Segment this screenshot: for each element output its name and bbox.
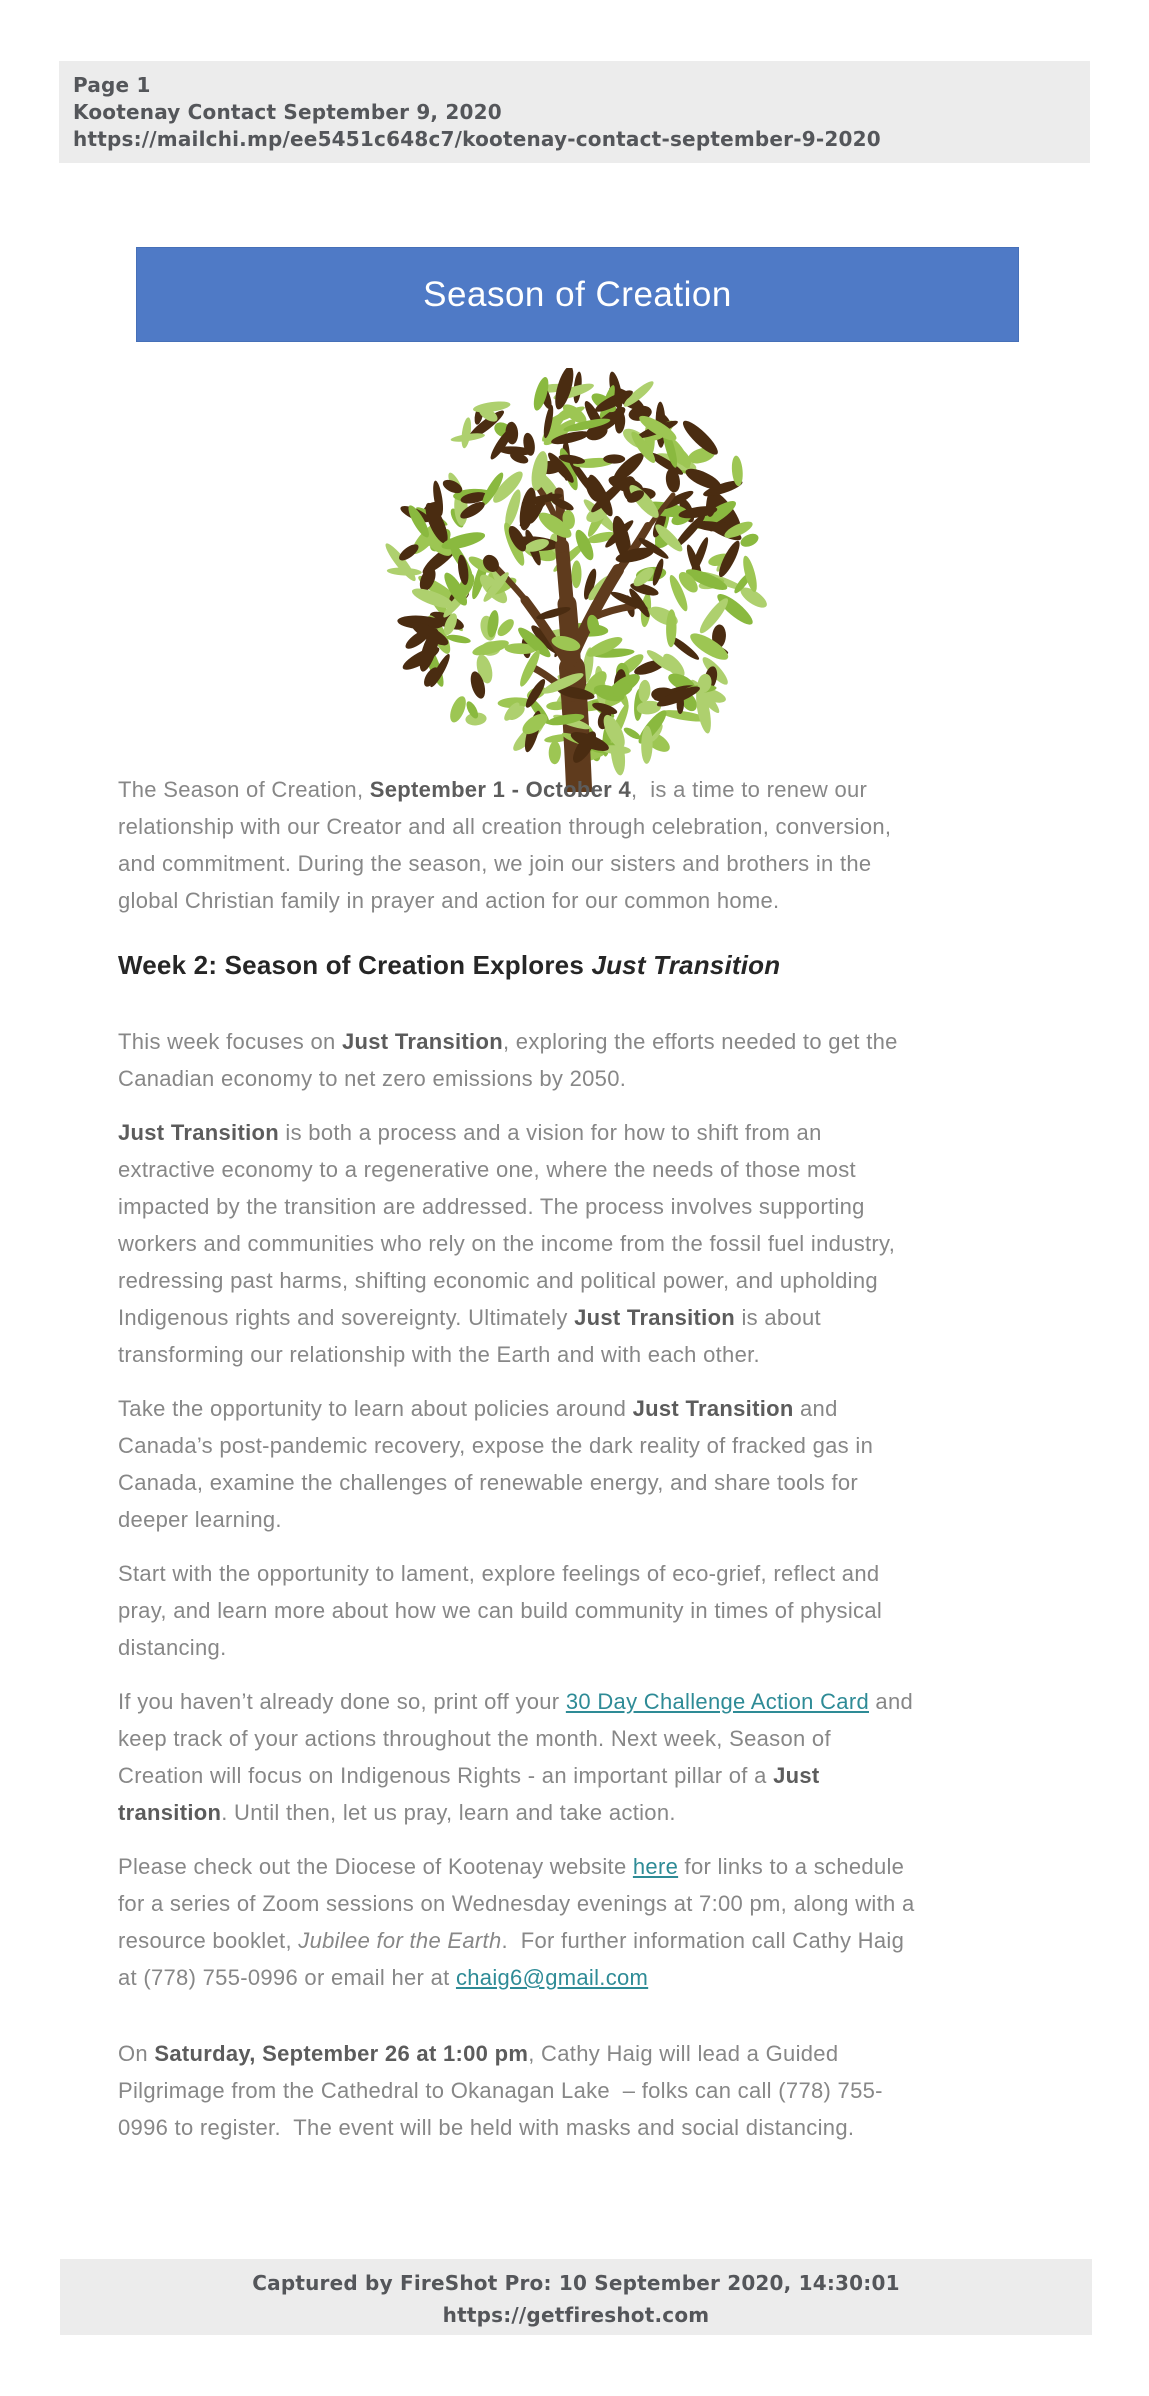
text-run: . Until then, let us pray, learn and take action. [221,1800,676,1825]
text-line [118,1683,1078,1720]
text-run: at (778) 755-0996 or email her at [118,1965,456,1990]
text-line [118,1336,1078,1373]
text-run: If you haven’t already done so, print off your [118,1689,566,1714]
text-run: Please check out the Diocese of Kootenay website [118,1854,633,1879]
text-line [118,1720,1078,1757]
capture-title: Kootenay Contact September 9, 2020 [73,100,502,124]
footer-capture-info: Captured by FireShot Pro: 10 September 2020, 14:30:01 [252,2271,900,2295]
text-line [118,1225,1078,1262]
text-line [118,2035,1078,2072]
text-run: is both a process and a vision for how to shift from an [278,1120,822,1145]
capture-source-url: https://mailchi.mp/ee5451c648c7/kootenay-contact-september-9-2020 [73,127,881,151]
paragraph [118,1114,1078,1373]
text-line [118,2109,1078,2146]
text-run: On [118,2041,155,2066]
text-line [118,1555,1078,1592]
capture-page-number: Page 1 [73,73,151,97]
text-line [118,1188,1078,1225]
paragraph [118,1390,1078,1538]
leaf-shape [446,633,471,645]
season-of-creation-banner [136,247,1019,342]
text-line [118,1114,1078,1151]
leaf-shape [603,454,625,463]
text-run: Just Transition [632,1396,794,1421]
text-run: Just Transition [591,950,781,980]
text-run: The Season of Creation, [118,777,370,802]
text-run: Just Transition [118,1120,279,1145]
text-run: Start with the opportunity to lament, explore feelings of eco-grief, reflect and [118,1561,880,1586]
text-line [118,1501,1078,1538]
text-line [118,1592,1078,1629]
text-run: Canadian economy to net zero emissions by 2050. [118,1066,627,1091]
capture-footer-bar [60,2259,1092,2335]
text-run: is about [735,1305,821,1330]
text-run: relationship with our Creator and all creation through celebration, conversion, [118,814,892,839]
leaf-shape [387,567,422,577]
text-run: keep track of your actions throughout the month. Next week, Season of [118,1726,831,1751]
text-line [118,1885,1078,1922]
capture-header-bar [59,61,1090,163]
paragraph [118,1683,1078,1831]
text-run: Indigenous rights and sovereignty. Ultimately [118,1305,575,1330]
paragraph [118,771,1078,919]
text-run: . For further information call Cathy Haig [501,1928,905,1953]
paragraph [118,2035,1078,2146]
text-line [118,1959,1078,1996]
text-line [118,882,1078,919]
text-run: deeper learning. [118,1507,282,1532]
text-run: workers and communities who rely on the income from the fossil fuel industry, [118,1231,896,1256]
text-line [118,1629,1078,1666]
tree-trunk-branch [562,546,567,606]
text-run: resource booklet, [118,1928,299,1953]
text-line [118,1390,1078,1427]
text-line [118,1023,1078,1060]
email-link[interactable]: chaig6@gmail.com [455,1965,649,1990]
text-line [118,1794,1078,1831]
text-run: , Cathy Haig will lead a Guided [528,2041,839,2066]
text-line [118,1848,1078,1885]
text-run: impacted by the transition are addressed. The process involves supporting [118,1194,865,1219]
text-line [118,1151,1078,1188]
text-run: Just Transition [574,1305,736,1330]
text-run: Jubilee for the Earth [298,1928,502,1953]
text-run: distancing. [118,1635,227,1660]
text-line [118,947,1078,984]
text-run: transition [118,1800,222,1825]
text-run: extractive economy to a regenerative one, where the needs of those most [118,1157,856,1182]
text-run: Just Transition [341,1029,503,1054]
text-run: Week 2: Season of Creation Explores [118,950,592,980]
text-run: This week focuses on [118,1029,342,1054]
text-run: redressing past harms, shifting economic and political power, and upholding [118,1268,878,1293]
leaf-shape [622,725,642,741]
text-run: Canada, examine the challenges of renewable energy, and share tools for [118,1470,859,1495]
text-line [118,1922,1078,1959]
text-run: Canada’s post-pandemic recovery, expose the dark reality of fracked gas in [118,1433,874,1458]
text-line [118,808,1078,845]
text-line [118,1262,1078,1299]
text-run: for links to a schedule [678,1854,905,1879]
footer-url: https://getfireshot.com [442,2303,710,2327]
text-run: global Christian family in prayer and action for our common home. [118,888,780,913]
text-run: pray, and learn more about how we can build community in times of physical [118,1598,883,1623]
text-run: 0996 to register. The event will be held with masks and social distancing. [118,2115,855,2140]
text-run: , exploring the efforts needed to get the [502,1029,898,1054]
leaf-shape [571,560,581,588]
paragraph [118,1023,1078,1097]
text-run: Take the opportunity to learn about policies around [118,1396,633,1421]
article [118,771,1078,2163]
text-run: September 1 - October 4 [369,777,631,802]
leaf-shape [548,741,561,764]
text-run: for a series of Zoom sessions on Wednesday evenings at 7:00 pm, along with a [118,1891,915,1916]
leaf-shape [683,465,724,494]
text-line [118,1757,1078,1794]
banner-title: Season of Creation [423,274,732,314]
text-run: , is a time to renew our [631,777,868,802]
text-run: Creation will focus on Indigenous Rights - an important pillar of a [118,1763,774,1788]
text-run: Just [773,1763,820,1788]
text-run: and [869,1689,914,1714]
text-run: Pilgrimage from the Cathedral to Okanagan Lake – folks can call (778) 755- [118,2078,883,2103]
text-line [118,1299,1078,1336]
tree-of-leaves-icon [382,368,782,792]
action-card-link[interactable]: 30 Day Challenge Action Card [565,1689,869,1714]
text-line [118,1464,1078,1501]
text-line [118,1427,1078,1464]
paragraph [118,1848,1078,1996]
section-heading [118,947,1078,984]
text-run: transforming our relationship with the Earth and with each other. [118,1342,760,1367]
text-line [118,1060,1078,1097]
text-run: Saturday, September 26 at 1:00 pm [154,2041,529,2066]
text-line [118,2072,1078,2109]
text-run: and commitment. During the season, we join our sisters and brothers in the [118,851,872,876]
text-line [118,771,1078,808]
paragraph [118,1555,1078,1666]
text-run: and [793,1396,838,1421]
tree-logo-image [382,368,782,792]
text-line [118,845,1078,882]
here-link[interactable]: here [632,1854,679,1879]
